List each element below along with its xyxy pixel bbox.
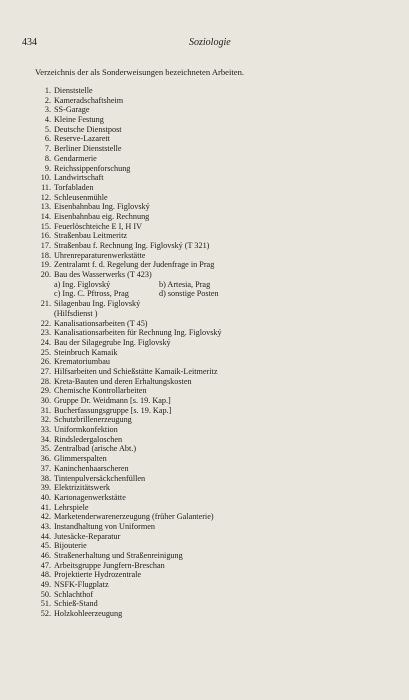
item-text: Bucherfassungsgruppe [s. 19. Kap.]	[54, 405, 172, 415]
item-continuation: (Hilfsdienst )	[54, 308, 98, 318]
sub-item: c) Ing. C. Pftross, Prag	[54, 289, 129, 299]
item-number: 6.	[44, 134, 51, 144]
list-item	[33, 474, 373, 484]
list-item	[33, 435, 373, 445]
item-number: 8.	[44, 153, 51, 163]
item-text: Marketenderwarenerzeugung (früher Galanterie)	[54, 512, 214, 522]
item-text: Bijouterie	[54, 541, 87, 551]
list-item	[33, 570, 373, 580]
list-item	[33, 96, 373, 106]
item-text: Silagenbau Ing. Figlovský	[54, 299, 141, 309]
item-text: Kartonagenwerkstätte	[54, 492, 126, 502]
item-number: 30.	[40, 396, 51, 405]
item-number: 22.	[40, 318, 51, 328]
item-text: Kanalisationsarbeiten (T 45)	[54, 318, 148, 328]
list-item	[33, 193, 373, 203]
list-item	[33, 503, 373, 513]
list-item	[33, 425, 373, 435]
item-text: Arbeitsgruppe Jungfern-Breschan	[54, 560, 165, 570]
item-text: NSFK-Flugplatz	[54, 580, 109, 590]
item-number: 14.	[40, 211, 51, 221]
item-number: 26.	[40, 357, 51, 367]
item-number: 19.	[40, 260, 51, 270]
list-item	[33, 609, 373, 619]
item-text: Landwirtschaft	[54, 173, 104, 183]
item-number: 17.	[40, 241, 51, 250]
item-number: 51.	[40, 599, 51, 609]
list-item	[33, 338, 373, 348]
list-item	[33, 396, 373, 406]
item-number: 32.	[40, 415, 51, 425]
list-item	[33, 386, 373, 396]
item-text: Lehrspiele	[54, 502, 89, 512]
item-text: Feuerlöschteiche E I, H IV	[54, 221, 142, 231]
item-number: 9.	[44, 163, 51, 173]
item-text: Gendarmerie	[54, 153, 97, 163]
list-item	[33, 105, 373, 115]
list-item	[33, 270, 373, 280]
item-number: 4.	[44, 115, 51, 125]
list-item	[33, 222, 373, 232]
item-number: 49.	[40, 580, 51, 590]
item-number: 11.	[41, 182, 51, 192]
item-number: 13.	[40, 202, 51, 212]
item-text: Glimmerspalten	[54, 454, 107, 464]
list-item	[33, 299, 373, 309]
item-number: 31.	[40, 405, 51, 415]
item-text: Bau des Wasserwerks (T 423)	[54, 270, 152, 280]
list-item	[33, 86, 373, 96]
item-text: Rindsledergaloschen	[54, 434, 123, 444]
item-number: 25.	[40, 347, 51, 357]
list-item	[33, 493, 373, 503]
item-text: Deutsche Dienstpost	[54, 124, 122, 134]
list-item	[33, 212, 373, 222]
item-number: 16.	[40, 231, 51, 241]
item-text: Kameradschaftsheim	[54, 95, 124, 105]
list-item	[33, 561, 373, 571]
item-number: 33.	[40, 425, 51, 435]
item-text: Kanalisationsarbeiten für Rechnung Ing. Figlovský	[54, 328, 222, 338]
item-text: Elektrizitätswerk	[54, 483, 110, 493]
item-number: 48.	[40, 570, 51, 580]
item-text: Gruppe Dr. Weidmann [s. 19. Kap.]	[54, 396, 171, 405]
list-item	[33, 319, 373, 329]
item-text: Kleine Festung	[54, 115, 104, 125]
list-item	[33, 173, 373, 183]
item-text: Hilfsarbeiten und Schießstätte Kamaik-Leitmeritz	[54, 366, 218, 376]
item-text: Reserve-Lazarett	[54, 134, 110, 144]
sub-item: a) Ing. Figlovský	[54, 279, 111, 289]
item-number: 10.	[40, 173, 51, 183]
list-item	[33, 154, 373, 164]
item-number: 3.	[44, 105, 51, 115]
list-item	[33, 164, 373, 174]
list-item	[33, 183, 373, 193]
item-number: 28.	[40, 376, 51, 386]
item-text: Eisenbahnbau Ing. Figlovský	[54, 202, 150, 212]
list-item	[33, 125, 373, 135]
item-number: 34.	[40, 434, 51, 444]
item-text: Schlachthof	[54, 589, 94, 599]
item-text: Straßenbau Leitmeritz	[54, 231, 127, 241]
item-number: 52.	[40, 609, 51, 619]
item-number: 38.	[40, 473, 51, 483]
item-number: 21.	[40, 299, 51, 309]
work-list	[33, 86, 373, 619]
item-text: Kaninchenhaarscheren	[54, 463, 129, 473]
item-number: 45.	[40, 541, 51, 551]
list-item	[33, 348, 373, 358]
list-item	[33, 367, 373, 377]
item-text: Straßenbau f. Rechnung Ing. Figlovský (T 321)	[54, 241, 210, 250]
item-number: 15.	[40, 221, 51, 231]
list-item	[33, 454, 373, 464]
item-text: Tintenpulversäckchenfüllen	[54, 473, 146, 483]
list-heading: Verzeichnis der als Sonderweisungen bezeichneten Arbeiten.	[35, 67, 245, 77]
list-item	[33, 599, 373, 609]
sub-item: d) sonstige Posten	[159, 289, 219, 299]
list-item	[33, 260, 373, 270]
item-number: 35.	[40, 444, 51, 454]
item-text: Chemische Kontrollarbeiten	[54, 386, 147, 396]
list-item	[33, 522, 373, 532]
item-number: 50.	[40, 589, 51, 599]
item-text: Reichssippenforschung	[54, 163, 131, 173]
list-item	[33, 590, 373, 600]
item-number: 46.	[40, 551, 51, 560]
item-number: 39.	[40, 483, 51, 493]
item-text: Dienststelle	[54, 86, 93, 95]
list-item	[33, 251, 373, 261]
running-title: Soziologie	[189, 37, 231, 48]
item-text: Steinbruch Kamaik	[54, 347, 118, 357]
item-text: Schleusenmühle	[54, 192, 108, 202]
item-text: Kreta-Bauten und deren Erhaltungskosten	[54, 376, 192, 386]
item-number: 2.	[44, 95, 51, 105]
item-text: Zentralamt f. d. Regelung der Judenfrage in Prag	[54, 260, 215, 270]
list-item	[33, 231, 373, 241]
item-number: 47.	[40, 560, 51, 570]
item-text: Schutzbrillenerzeugung	[54, 415, 132, 425]
list-item	[33, 328, 373, 338]
page-number: 434	[22, 37, 37, 48]
item-number: 24.	[40, 337, 51, 347]
item-number: 29.	[40, 386, 51, 396]
sub-item-row	[33, 289, 373, 299]
page-header	[22, 37, 389, 51]
list-item	[33, 532, 373, 542]
list-item	[33, 415, 373, 425]
list-item	[33, 541, 373, 551]
list-item	[33, 377, 373, 387]
list-item	[33, 202, 373, 212]
item-number: 27.	[40, 366, 51, 376]
item-text: SS-Garage	[54, 105, 90, 115]
list-item	[33, 464, 373, 474]
list-item	[33, 551, 373, 561]
item-number: 37.	[40, 463, 51, 473]
item-text: Torfabladen	[54, 182, 94, 192]
item-number: 12.	[40, 192, 51, 202]
list-item	[33, 580, 373, 590]
item-text: Schieß-Stand	[54, 599, 98, 609]
item-text: Krematoriumbau	[54, 357, 110, 367]
list-item	[33, 512, 373, 522]
item-text: Eisenbahnbau eig. Rechnung	[54, 211, 150, 221]
item-number: 41.	[40, 502, 51, 512]
item-text: Projektierte Hydrozentrale	[54, 570, 142, 580]
list-item	[33, 241, 373, 251]
item-number: 20.	[40, 270, 51, 280]
item-number: 7.	[44, 144, 51, 154]
item-text: Holzkohleerzeugung	[54, 609, 123, 619]
item-text: Uniformkonfektion	[54, 425, 118, 435]
list-item	[33, 144, 373, 154]
list-item	[33, 406, 373, 416]
sub-item-row	[33, 280, 373, 290]
item-text: Instandhaltung von Uniformen	[54, 521, 155, 531]
item-number: 40.	[40, 492, 51, 502]
list-item	[33, 483, 373, 493]
item-text: Bau der Silagegrube Ing. Figlovský	[54, 337, 171, 347]
item-number: 18.	[40, 250, 51, 260]
item-text: Straßenerhaltung und Straßenreinigung	[54, 551, 183, 560]
item-number: 23.	[40, 328, 51, 338]
item-number: 36.	[40, 454, 51, 464]
item-number: 42.	[40, 512, 51, 522]
list-item	[33, 357, 373, 367]
item-text: Uhrenreparaturenwerkstätte	[54, 250, 146, 260]
item-number: 1.	[44, 86, 51, 95]
item-text: Jutesäcke-Reparatur	[54, 531, 121, 541]
list-item	[33, 134, 373, 144]
list-item	[33, 115, 373, 125]
sub-item: b) Artesia, Prag	[159, 279, 211, 289]
list-item	[33, 444, 373, 454]
item-number: 5.	[44, 124, 51, 134]
item-text: Berliner Dienststelle	[54, 144, 122, 154]
item-text: Zentralbad (arische Abt.)	[54, 444, 137, 454]
item-number: 44.	[40, 531, 51, 541]
item-number: 43.	[40, 521, 51, 531]
